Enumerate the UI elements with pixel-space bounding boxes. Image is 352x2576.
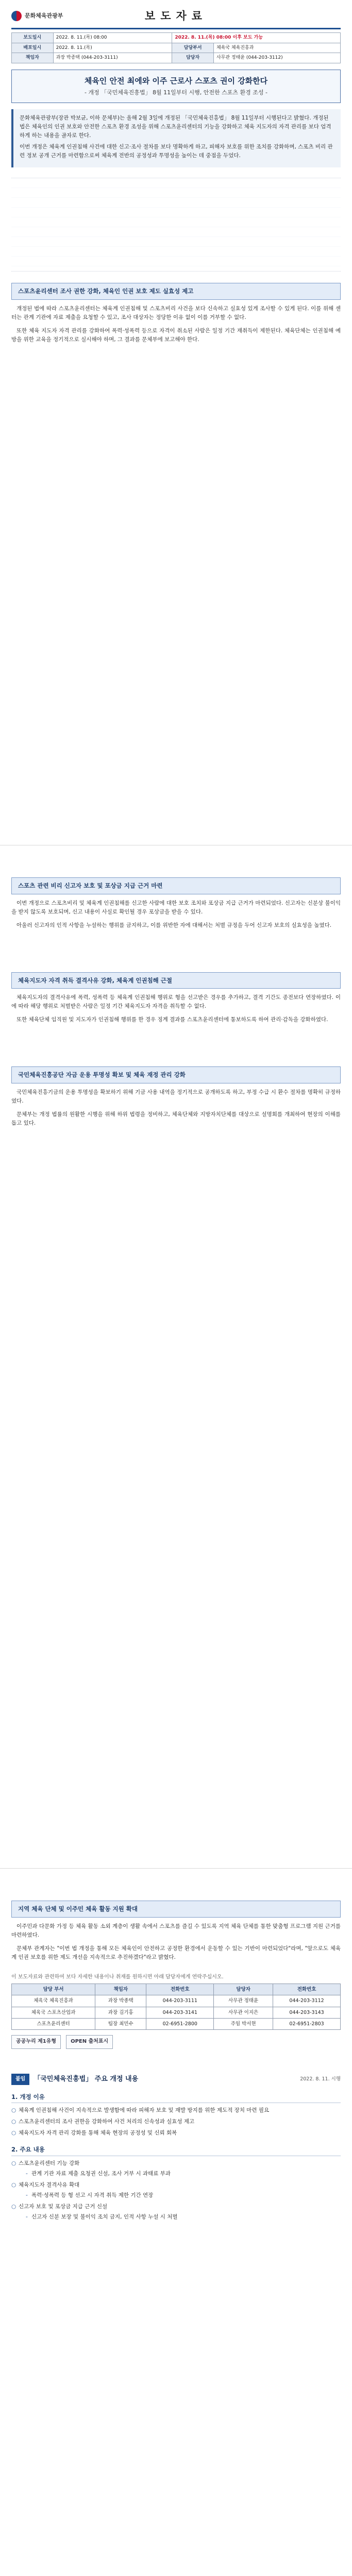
contact-row bbox=[12, 2007, 341, 2018]
contact-header: 책임자 bbox=[95, 1984, 146, 1995]
page-1 bbox=[0, 0, 352, 845]
list-item: ○ 스포츠윤리센터의 조사 권한을 강화하여 사건 처리의 신속성과 실효성 제고 bbox=[11, 2117, 341, 2126]
section-heading: 스포츠윤리센터 조사 권한 강화, 체육인 인권 보호 제도 실효성 제고 bbox=[11, 283, 341, 300]
page-3 bbox=[0, 1869, 352, 2576]
list-item: ○ 체육지도자 결격사유 확대 - 폭력·성폭력 등 형 선고 시 자격 취득 제한 기간 연장 bbox=[11, 2181, 341, 2200]
body-paragraph: 이번 개정으로 스포츠비리 및 체육계 인권침해를 신고한 사람에 대한 보호 조치와 포상금 지급 근거가 마련되었다. 신고자는 신분상 불이익을 받지 않도록 보호되며, 신고 내용이 사실로 확인될 경우 포상금을 받을 수 있다. bbox=[11, 900, 341, 915]
license-badges bbox=[11, 2035, 341, 2048]
body-paragraph: 또한 체육 지도자 자격 관리를 강화하여 폭력·성폭력 등으로 자격이 취소된 사람은 일정 기간 재취득이 제한된다. 체육단체는 인권침해 예방을 위한 교육을 정기적으로 실시해야 하며, 그 결과를 문체부에 보고해야 한다. bbox=[11, 327, 341, 343]
section-heading: 스포츠 관련 비리 신고자 보호 및 포상금 지급 근거 마련 bbox=[11, 877, 341, 894]
sub-list-item: - 신고자 신분 보장 및 불이익 조치 금지, 인적 사항 누설 시 처벌 bbox=[26, 2213, 341, 2222]
headline: 체육인 안전 최에와 이주 근로사 스포츠 권이 강화한다 bbox=[84, 76, 268, 86]
dept-label: 담당부서 bbox=[172, 43, 214, 53]
contact-cell: 과장 김기홍 bbox=[95, 2007, 146, 2018]
attachment-date: 2022. 8. 11. 시행 bbox=[300, 2076, 341, 2082]
press-header bbox=[11, 7, 341, 29]
contact-table bbox=[11, 1984, 341, 2030]
dept-name: 체육국 체육진흥과 bbox=[213, 43, 340, 53]
attachment-heading: 2. 주요 내용 bbox=[11, 2145, 341, 2156]
embargo-notice: 2022. 8. 11.(목) 08:00 이후 보도 가능 bbox=[172, 33, 341, 43]
contact-cell: 주임 박서현 bbox=[214, 2018, 273, 2029]
contact-cell: 044-203-3141 bbox=[146, 2007, 214, 2018]
contact-caption: 이 보도자료와 관련하여 보다 자세한 내용이나 취재를 원하시면 아래 담당자에게 연락주십시오. bbox=[11, 1974, 224, 1980]
reason-list bbox=[11, 2106, 341, 2138]
doc-type-title: 보도자료 bbox=[144, 9, 208, 22]
distribute-date-label: 배포일시 bbox=[12, 43, 54, 53]
contact-cell: 과장 박종택 bbox=[95, 1995, 146, 2007]
sub-list-item: - 폭력·성폭력 등 형 선고 시 자격 취득 제한 기간 연장 bbox=[26, 2191, 341, 2200]
contact-header: 전화번호 bbox=[273, 1984, 341, 1995]
contact-header: 전화번호 bbox=[146, 1984, 214, 1995]
headline-box bbox=[11, 70, 341, 103]
body-paragraph: 또한 체육단체 임직원 및 지도자가 인권침해 행위를 한 경우 징계 결과를 스포츠윤리센터에 통보하도록 하여 관리·감독을 강화하였다. bbox=[16, 1016, 328, 1023]
body-paragraph: 아울러 신고자의 인적 사항을 누설하는 행위를 금지하고, 이를 위반한 자에 대해서는 처벌 규정을 두어 신고자 보호의 실효성을 높였다. bbox=[16, 922, 332, 928]
summary-paragraph: 문화체육관광부(장관 박보균, 이하 문체부)는 올해 2월 3일에 개정된 「국민체육진흥법」 8월 11일부터 시행된다고 밝혔다. 개정된 법은 체육인의 인권 보호와 안전한 스포츠 환경 조성을 위해 스포츠윤리센터의 기능을 강화하고 체육 지도자의 자격 관리를 보다 엄격하게 하는 내용을 골자로 한다. bbox=[20, 115, 331, 139]
section-heading: 국민체육진흥공단 자금 운용 투명성 확보 및 체육 재정 관리 강화 bbox=[11, 1066, 341, 1083]
contact-cell: 02-6951-2800 bbox=[146, 2018, 214, 2029]
section-heading: 지역 체육 단체 및 이주민 체육 활동 지원 확대 bbox=[11, 1901, 341, 1918]
kogl-license-badge: 공공누리 제1유형 bbox=[11, 2035, 61, 2048]
body-paragraph: 개정된 법에 따라 스포츠윤리센터는 체육계 인권침해 및 스포츠비리 사건을 보다 신속하고 실효성 있게 조사할 수 있게 된다. 이를 위해 센터는 관계 기관에 자료 제출을 요청할 수 있고, 조사 대상자는 정당한 이유 없이 이를 거부할 수 없다. bbox=[11, 305, 341, 320]
release-date-label: 보도일시 bbox=[12, 33, 54, 43]
contact-header: 담당자 bbox=[214, 1984, 273, 1995]
contact-row bbox=[12, 1995, 341, 2007]
body-paragraph: 문체부는 개정 법률의 원활한 시행을 위해 하위 법령을 정비하고, 체육단체와 지방자치단체를 대상으로 설명회를 개최하여 현장의 이해를 돕고 있다. bbox=[11, 1111, 341, 1126]
release-meta-table bbox=[11, 32, 341, 63]
sub-list-item: - 관계 기관 자료 제출 요청권 신설, 조사 거부 시 과태료 부과 bbox=[26, 2170, 341, 2178]
body-paragraph: 국민체육진흥기금의 운용 투명성을 확보하기 위해 기금 사용 내역을 정기적으로 공개하도록 하고, 부정 수급 시 환수 절차를 명확히 규정하였다. bbox=[11, 1089, 341, 1104]
list-item: ○ 체육지도자 자격 관리 강화를 통해 체육 현장의 공정성 및 신뢰 회복 bbox=[11, 2129, 341, 2138]
ministry-logo bbox=[11, 11, 89, 21]
list-item: ○ 체육계 인권침해 사건이 지속적으로 발생함에 따라 피해자 보호 및 재발 방지를 위한 제도적 장치 마련 필요 bbox=[11, 2106, 341, 2115]
contact-cell: 체육국 체육진흥과 bbox=[12, 1995, 95, 2007]
contact-cell: 팀장 최민수 bbox=[95, 2018, 146, 2029]
contact-cell: 체육국 스포츠산업과 bbox=[12, 2007, 95, 2018]
sub-headline: - 개정 「국민체육진흥법」 8월 11일부터 시행, 안전한 스포츠 환경 조성 - bbox=[84, 89, 268, 96]
content-list bbox=[11, 2159, 341, 2222]
attachment-tag: 붙임 bbox=[11, 2074, 29, 2085]
list-item: ○ 스포츠윤리센터 기능 강화 - 관계 기관 자료 제출 요청권 신설, 조사 거부 시 과태료 부과 bbox=[11, 2159, 341, 2178]
body-paragraph: 이주민과 다문화 가정 등 체육 활동 소외 계층이 생활 속에서 스포츠를 즐길 수 있도록 지역 체육 단체를 통한 맞춤형 프로그램 지원 근거를 마련하였다. bbox=[11, 1923, 341, 1938]
contact-cell: 02-6951-2803 bbox=[273, 2018, 341, 2029]
contact-info: 사무관 정태윤 (044-203-3112) bbox=[213, 53, 340, 63]
contact-label: 담당자 bbox=[172, 53, 214, 63]
open-license-badge: OPEN 출처표시 bbox=[66, 2035, 113, 2048]
attachment-title: 「국민체육진흥법」 주요 개정 내용 bbox=[33, 2075, 139, 2083]
contact-row bbox=[12, 2018, 341, 2029]
contact-cell: 사무관 정태윤 bbox=[214, 1995, 273, 2007]
manager-info: 과장 박종택 (044-203-3111) bbox=[53, 53, 172, 63]
attachment-heading: 1. 개정 이유 bbox=[11, 2092, 341, 2104]
body-paragraph: 체육지도자의 결격사유에 폭력, 성폭력 등 체육계 인권침해 행위로 형을 선고받은 경우를 추가하고, 결격 기간도 종전보다 연장하였다. 이에 따라 해당 행위로 처벌받은 사람은 일정 기간 체육지도자 자격을 취득할 수 없다. bbox=[11, 994, 341, 1010]
distribute-date: 2022. 8. 11.(목) bbox=[53, 43, 172, 53]
body-paragraph: 문체부 관계자는 "이번 법 개정을 통해 모든 체육인이 안전하고 공정한 환경에서 운동할 수 있는 기반이 마련되었다"라며, "앞으로도 체육계 인권 보호를 위한 제도 개선을 지속적으로 추진하겠다"라고 밝혔다. bbox=[11, 1945, 341, 1960]
page-2 bbox=[0, 845, 352, 1868]
ministry-name: 문화체육관광부 bbox=[25, 12, 63, 20]
contact-cell: 사무관 이지은 bbox=[214, 2007, 273, 2018]
list-item: ○ 신고자 보호 및 포상금 지급 근거 신설 - 신고자 신분 보장 및 불이익 조치 금지, 인적 사항 누설 시 처벌 bbox=[11, 2202, 341, 2222]
contact-cell: 044-203-3112 bbox=[273, 1995, 341, 2007]
ministry-emblem-icon bbox=[11, 11, 22, 21]
section-heading: 체육지도자 자격 취득 결격사유 강화, 체육계 인권침해 근절 bbox=[11, 972, 341, 989]
contact-cell: 044-203-3143 bbox=[273, 2007, 341, 2018]
contact-header: 담당 부서 bbox=[12, 1984, 95, 1995]
contact-cell: 스포츠윤리센터 bbox=[12, 2018, 95, 2029]
attachment-title-bar bbox=[11, 2074, 341, 2085]
release-date: 2022. 8. 11.(목) 08:00 bbox=[53, 33, 172, 43]
summary-box bbox=[11, 109, 341, 167]
body-text-band bbox=[11, 178, 341, 272]
manager-label: 책임자 bbox=[12, 53, 54, 63]
summary-paragraph: 이번 개정은 체육계 인권침해 사건에 대한 신고·조사 절차를 보다 명확하게 하고, 피해자 보호를 위한 조치를 강화하며, 스포츠 비리 관련 정보 공개 근거를 마련함으로써 체육계 전반의 공정성과 투명성을 높이는 데 중점을 두었다. bbox=[20, 144, 333, 159]
contact-cell: 044-203-3111 bbox=[146, 1995, 214, 2007]
